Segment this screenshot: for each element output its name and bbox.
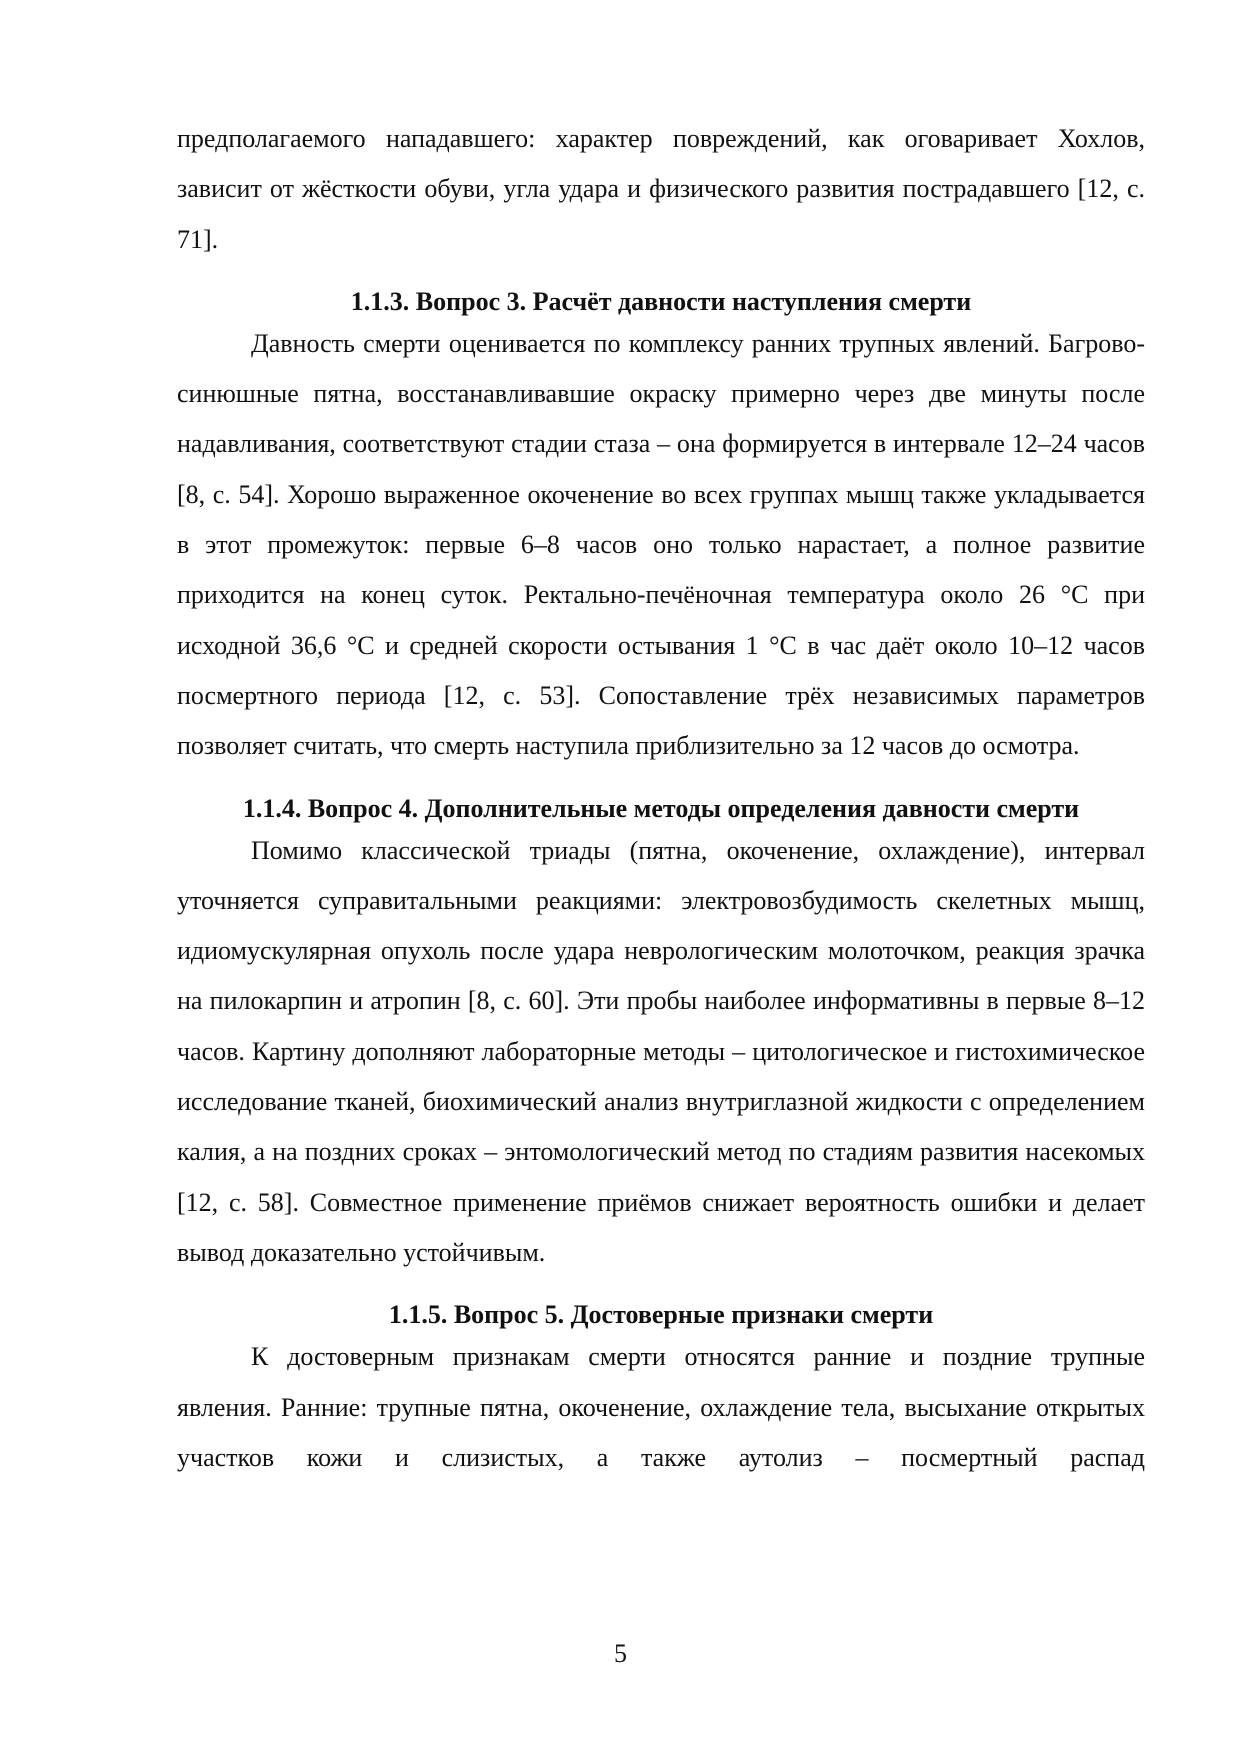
document-page — [177, 114, 1145, 1483]
section-heading-1-1-4: 1.1.4. Вопрос 4. Дополнительные методы определения давности смерти — [242, 793, 1080, 823]
page-number: 5 — [614, 1639, 627, 1668]
section-heading-1-1-5: 1.1.5. Вопрос 5. Достоверные признаки смерти — [388, 1300, 934, 1330]
paragraph-question-4: Помимо классической триады (пятна, окоченение, охлаждение), интервал уточняется суправитальными реакциями: электровозбудимость скелетных мышц, идиомускулярная опухоль после удара неврологическим молоточком, реакция зрачка на пилокарпин и атропин [8, с. 60]. Эти пробы наиболее информативны в первые 8–12 часов. Картину дополняют лабораторные методы – цитологическое и гистохимическое исследование тканей, биохимический анализ внутриглазной жидкости с определением калия, а на поздних сроках – энтомологический метод по стадиям развития насекомых [12, с. 58]. Совместное применение приёмов снижает вероятность ошибки и делает вывод доказательно устойчивым. — [177, 835, 1145, 1267]
paragraph-continuation: предполагаемого нападавшего: характер повреждений, как оговаривает Хохлов, зависит от жёсткости обуви, угла удара и физического развития пострадавшего [12, с. 71]. — [177, 124, 1145, 254]
paragraph-question-3: Давность смерти оценивается по комплексу ранних трупных явлений. Багрово-синюшные пятна, восстанавливавшие окраску примерно через две минуты после надавливания, соответствуют стадии стаза – она формируется в интервале 12–24 часов [8, с. 54]. Хорошо выраженное окоченение во всех группах мышц также укладывается в этот промежуток: первые 6–8 часов оно только нарастает, а полное развитие приходится на конец суток. Ректально-печёночная температура около 26 °С при исходной 36,6 °С и средней скорости остывания 1 °С в час даёт около 10–12 часов посмертного периода [12, с. 53]. Сопоставление трёх независимых параметров позволяет считать, что смерть наступила приблизительно за 12 часов до осмотра. — [177, 328, 1145, 761]
section-heading-1-1-3: 1.1.3. Вопрос 3. Расчёт давности наступления смерти — [350, 286, 972, 316]
paragraph-question-5: К достоверным признакам смерти относятся ранние и поздние трупные явления. Ранние: трупные пятна, окоченение, охлаждение тела, высыхание открытых участков кожи и слизистых, а также аутолиз – посмертный распад — [177, 1342, 1145, 1472]
